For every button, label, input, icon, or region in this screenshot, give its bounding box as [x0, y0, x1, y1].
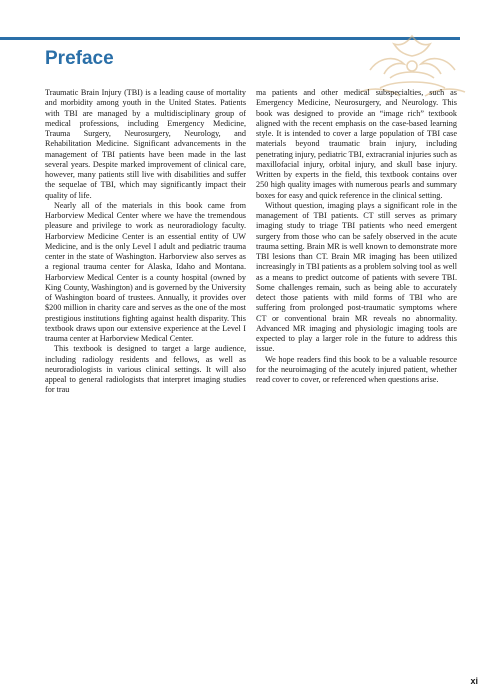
paragraph-right-1: ma patients and other medical subspecialties, such as Emergency Medicine, Neurosurgery, and Neurology. This book was designed to provide an “image rich” textbook aligned with the recent emphasis on the case-based learning style. It is intended to cover a large population of TBI case materials beyond traumatic brain injury, including penetrating injury, pediatric TBI, extracranial injuries such as maxillofacial injury, orbital injury, and skull base injury. Written by experts in the field, this textbook contains over 250 high quality images with numerous pearls and summary boxes for easy and quick reference in the clinical setting. [256, 88, 457, 200]
right-text-column [256, 88, 457, 385]
page-number: xi [470, 676, 478, 686]
page-title: Preface [45, 48, 114, 69]
paragraph-left-1: Traumatic Brain Injury (TBI) is a leading cause of mortality and morbidity among youth in the United States. Patients with TBI are managed by a multidisciplinary group of medical professions, including Emergency Medicine, Trauma Surgery, Neurosurgery, Neurology, and Rehabilitation Medicine. Significant advancements in the management of TBI patients have been made in the last several years. Despite marked improvement of clinical care, however, many patients still live with disabilities and suffer the sequelae of TBI, which may significantly impact their quality of life. [45, 88, 246, 200]
paragraph-right-2: Without question, imaging plays a significant role in the management of TBI patients. CT still serves as primary imaging study to triage TBI patients who need emergent surgery from those who can be safely observed in the acute trauma setting. Brain MR is well known to demonstrate more TBI lesions than CT. Brain MR imaging has been utilized increasingly in TBI patients as a problem solving tool as well as a means to predict outcome of patients with severe TBI. Some challenges remain, such as being able to accurately detect those patients with mild forms of TBI who are suffering from prolonged post-traumatic symptoms where CT or conventional brain MR reveals no abnormality. Advanced MR imaging and physiologic imaging tools are expected to play a larger role in the future to address this issue. [256, 200, 458, 354]
paragraph-left-3: This textbook is designed to target a large audience, including radiology residents and fellows, as well as neuroradiologists in various clinical settings. It will also appeal to general radiologists that interpret imaging studies for trau [45, 344, 246, 395]
paragraph-left-2: Nearly all of the materials in this book came from Harborview Medical Center where we have the tremendous pleasure and privilege to work as neuroradiology faculty. Harborview Medicine Center is an essential entity of UW Medicine, and is the only Level I adult and pediatric trauma center in the state of Washington. Harborview also serves as a regional trauma center for Alaska, Idaho and Montana. Harborview Medical Center is a county hospital (owned by King County, Washington) and is governed by the University of Washington board of trustees. Annually, it provides over $200 million in charity care and serves as the one of the most prestigious institutions fighting against health disparity. This textbook draws upon our extensive experience at the Level I trauma center at Harborview Medical Center. [45, 200, 246, 343]
paragraph-right-3: We hope readers find this book to be a valuable resource for the neuroimaging of the acutely injured patient, whether read cover to cover, or referenced when questions arise. [256, 354, 457, 384]
left-text-column [45, 88, 246, 396]
